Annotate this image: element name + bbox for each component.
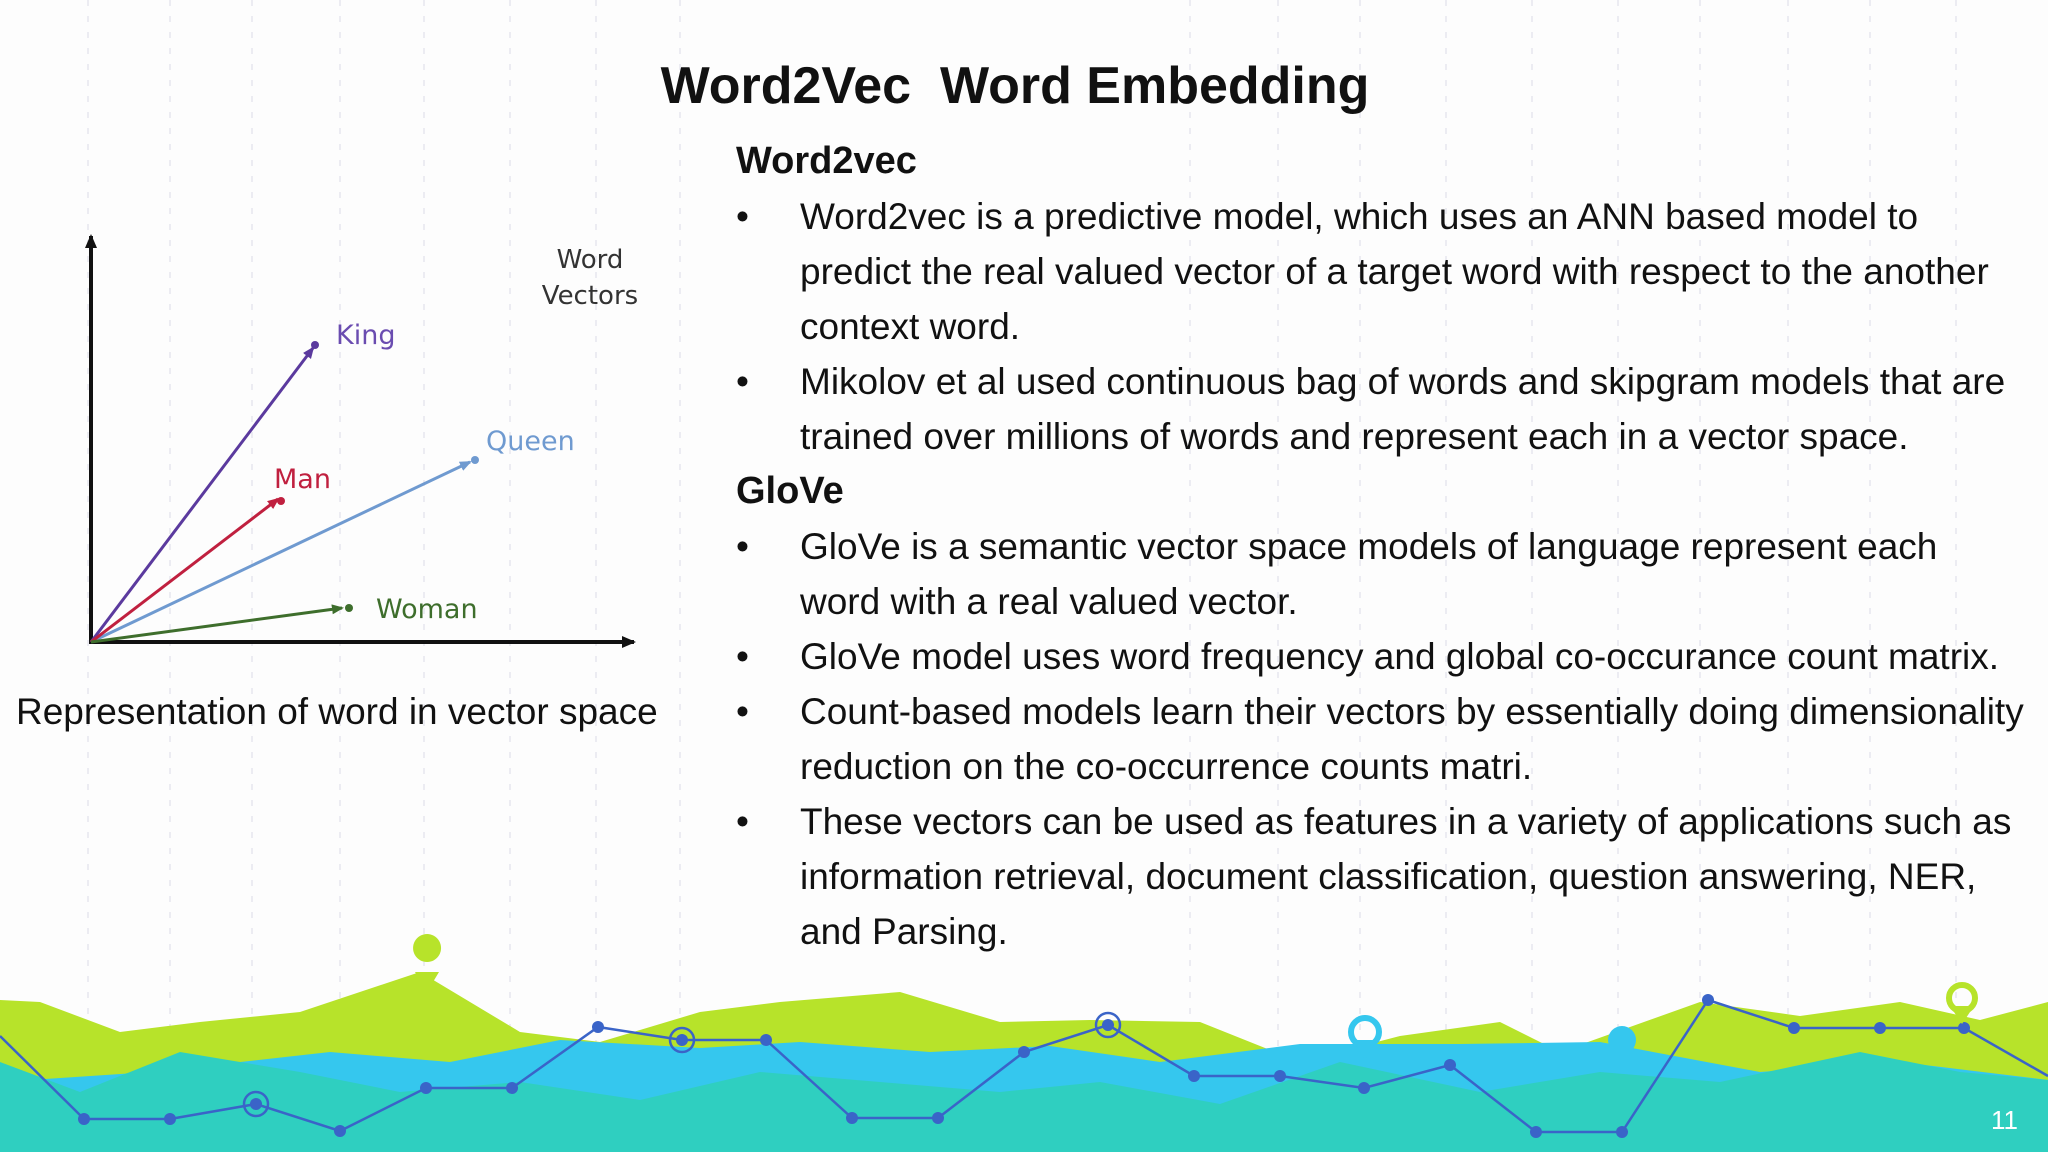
page-number: 11: [1991, 1105, 2018, 1135]
section-word2vec: [736, 134, 2026, 464]
section-heading: Word2vec: [736, 140, 917, 182]
bullet-text: Mikolov et al used continuous bag of words and skipgram models that are trained over millions of words and represent each in a vector space.: [800, 361, 2006, 457]
bullet-list: [736, 189, 2026, 464]
diagram-caption: Representation of word in vector space: [16, 691, 658, 732]
bullet-text: Word2vec is a predictive model, which uses an ANN based model to predict the real valued vector of a target word with respect to the another context word.: [800, 196, 1989, 347]
bullet-item: [736, 354, 2026, 464]
bullet-icon: •: [736, 361, 749, 402]
bullet-text: These vectors can be used as features in a variety of applications such as information retrieval, document classification, question answering, NER, and Parsing.: [800, 801, 2012, 952]
king-point: [311, 341, 319, 349]
king-vector: [91, 348, 313, 642]
bullet-icon: •: [736, 801, 749, 842]
king-label: King: [336, 320, 396, 351]
slide-title: Word2Vec Word Embedding: [660, 57, 1370, 115]
bullet-list: [736, 519, 2026, 959]
bullet-icon: •: [736, 196, 749, 237]
bullet-text: Count-based models learn their vectors by essentially doing dimensionality reduction on the co-occurrence counts matri.: [800, 691, 2024, 787]
bullet-item: [736, 519, 2026, 629]
bullet-text: GloVe is a semantic vector space models of language represent each word with a real valued vector.: [800, 526, 1938, 622]
bullet-item: [736, 794, 2026, 959]
man-point: [277, 497, 285, 505]
slide-content: [736, 134, 2026, 959]
section-heading: GloVe: [736, 470, 844, 512]
bullet-item: [736, 684, 2026, 794]
man-label: Man: [274, 464, 331, 495]
bullet-icon: •: [736, 636, 749, 677]
footer-decoration: [0, 932, 2048, 1152]
bullet-item: [736, 629, 2026, 684]
queen-label: Queen: [486, 426, 575, 457]
woman-label: Woman: [376, 594, 478, 625]
diagram-title-line2: Vectors: [541, 281, 639, 311]
section-glove: [736, 464, 2026, 959]
bullet-item: [736, 189, 2026, 354]
word-vectors-diagram: [40, 222, 660, 662]
bullet-icon: •: [736, 526, 749, 567]
woman-point: [345, 604, 353, 612]
queen-point: [471, 456, 479, 464]
bullet-icon: •: [736, 691, 749, 732]
diagram-title-line1: Word: [556, 245, 624, 275]
bullet-text: GloVe model uses word frequency and global co-occurance count matrix.: [800, 636, 2000, 677]
